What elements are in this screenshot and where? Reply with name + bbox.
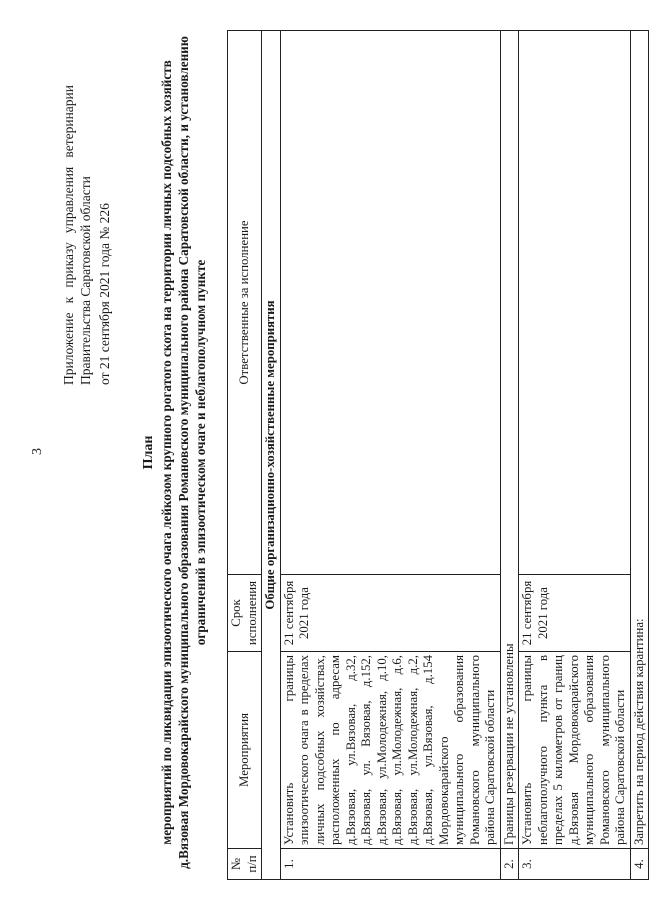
row-term: 21 сентября 2021 года [280,575,500,652]
row-num: 2. [500,849,519,880]
page-number: 3 [30,448,45,455]
plan-subtitle: мероприятий по ликвидации эпизоотического очага лейкозом крупного рогатого скота на территории личных подсобных хозяйств д.Вязовая Мордовокарайского муниципального образования Романовского муниципального района Саратовской области, и установлению ограничений в эпизоотическом очаге и неблагополучном пункте [159,36,208,869]
plan-title [140,30,209,875]
appendix-date-line: от 21 сентября 2021 года № 226 [97,203,112,385]
row-responsible [519,31,631,575]
row-activity: Установить границы неблагополучного пункта в пределах 5 километров от границ д.Вязовая Мордовокарайского муниципального образования Романовского муниципального района Саратовской области [519,652,631,849]
plan-heading: План [141,435,156,470]
table-header-row [228,31,262,880]
header-responsible: Ответственные за исполнение [228,31,262,575]
table-row [280,31,500,880]
table-row [519,31,631,880]
row-num: 1. [280,849,500,880]
section-row [262,31,281,880]
row-term: 21 сентября 2021 года [519,575,631,652]
header-term: Срок исполнения [228,575,262,652]
row-activity: Установить границы эпизоотического очага в пределах личных подсобных хозяйствах, расположенных по адресам д.Вязовая, ул.Вязовая, д.32, д.Вязовая, ул. Вязовая, д.152, д.Вязовая, ул.Молодежная, д.10, д.Вязовая, ул.Молодежная, д.6, д.Вязовая, ул.Молодежная, д.2, д.Вязовая, ул.Вязовая, д.154 Мордовокарайского муниципального образования Романовского муниципального района Саратовской области [280,652,500,849]
header-num: № п/п [228,849,262,880]
row-num: 4. [630,849,649,880]
table-row [630,31,649,880]
table-row [500,31,519,880]
row-num: 3. [519,849,631,880]
header-activity: Мероприятия [228,652,262,849]
row-activity: Запретить на период действия карантина: [630,31,649,849]
appendix-block [60,85,113,385]
section-title: Общие организационно-хозяйственные мероприятия [262,31,281,880]
row-activity: Границы резервации не установлены [500,31,519,849]
plan-table [227,30,649,880]
row-responsible [280,31,500,575]
appendix-text: Приложение к приказу управления ветеринарии Правительства Саратовской области [61,85,93,385]
